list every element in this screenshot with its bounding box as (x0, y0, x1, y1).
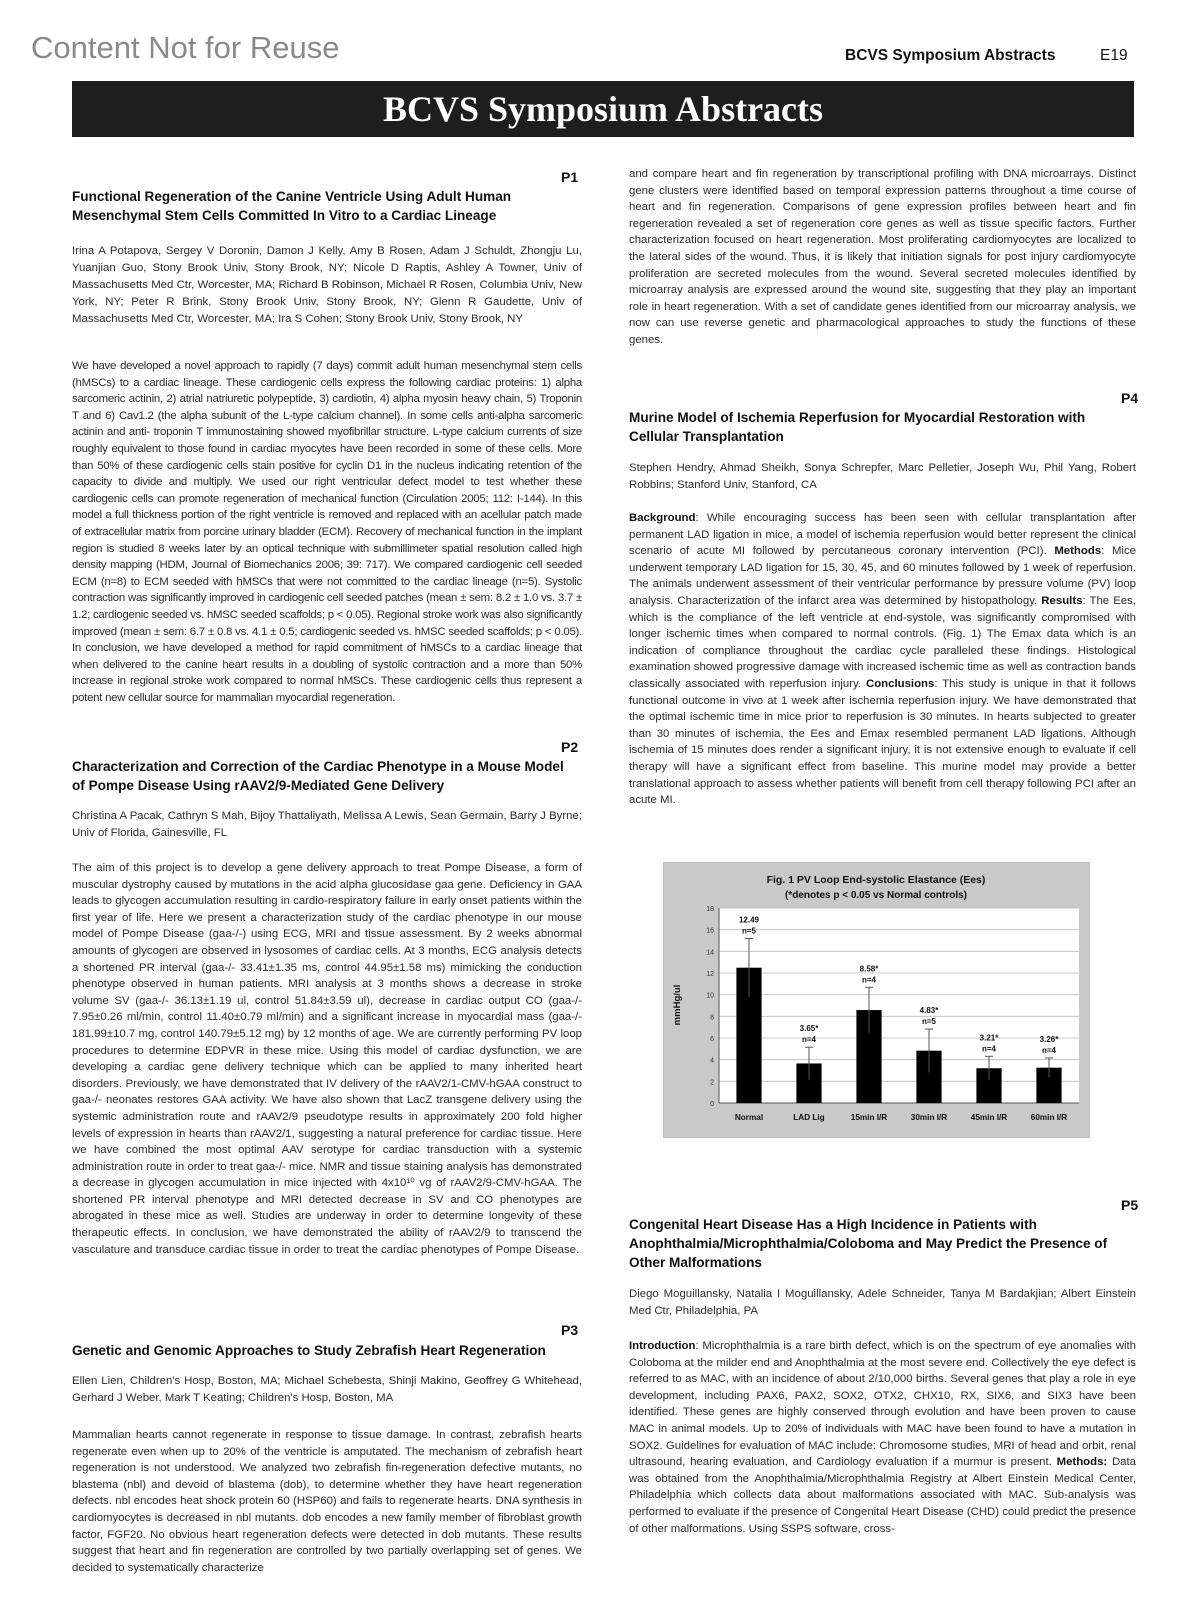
label-results: Results (1041, 594, 1083, 607)
authors-text-p2: Christina A Pacak, Cathryn S Mah, Bijoy Thattaliyath, Melissa A Lewis, Sean Germain, Barry J Byrne; Univ of Florida, Gainesville, FL (72, 810, 582, 839)
abstract-body-p4 (629, 510, 1136, 809)
authors-text-p3: Ellen Lien, Children's Hosp, Boston, MA; Michael Schebesta, Shinji Makino, Geoffrey G Whitehead, Gerhard J Weber, Mark T Keating; Children's Hosp, Boston, MA (72, 1375, 582, 1404)
abstract-body-p2 (72, 860, 582, 1258)
authors-text-p5: Diego Moguillansky, Natalia I Moguillansky, Adele Schneider, Tanya M Bardakjian; Albert Einstein Med Ctr, Philadelphia, PA (629, 1288, 1136, 1317)
figure-1-chart (663, 862, 1090, 1138)
label-background: Background (629, 512, 696, 524)
chart-x-ticks (735, 1113, 1067, 1122)
chart-title: Fig. 1 PV Loop End-systolic Elastance (Ees) (766, 874, 986, 886)
text-introduction: : Microphthalmia is a rare birth defect, which is on the spectrum of eye anomalies with Coloboma at the milder end and Anophthalmia at the most severe end. Collectively the eye defect is referred to as MAC, with an incidence of about 2/10,000 births. Several genes that play a role in eye development, including PAX6, PAX2, SOX2, OTX2, CHX10, RX, SIX6, and SIX3 have been identified. These genes are highly conserved through evolution and have been proven to cause MAC in animal models. Up to 20% of individuals with MAC have been found to have a mutation in SOX2. Guidelines for evaluation of MAC include: Chromosome studies, MRI of head and orbit, renal ultrasound, hearing evaluation, and Cardiology evaluation if a murmur is present. (629, 1340, 1136, 1469)
chart-subtitle: (*denotes p < 0.05 vs Normal controls) (785, 890, 967, 901)
page-number: E19 (1100, 47, 1128, 64)
abstract-authors-p5 (629, 1286, 1136, 1320)
text-results: : The Ees, which is the compliance of the left ventricle at end-systole, was significantly compromised with longer ischemic times when compared to normal controls. (Fig. 1) The Emax data which is an indication of compliance throughout the cardiac cycle paralleled these findings. Histological examination showed progressive damage with increased ischemic time as well as contraction bands classically associated with reperfusion injury. (629, 594, 1136, 690)
abstract-title-p4: Murine Model of Ischemia Reperfusion for Myocardial Restoration with Cellular Transplantation (629, 410, 1086, 444)
y-tick-label: 18 (706, 906, 714, 913)
running-title: BCVS Symposium Abstracts (845, 47, 1056, 64)
body-text-p4 (629, 510, 1136, 809)
abstract-body-p3 (72, 1427, 582, 1576)
label-methods: Methods (1054, 545, 1102, 558)
bar-n-label: n=4 (1041, 1045, 1057, 1055)
bar-value-label: 4.83* (919, 1006, 939, 1016)
abstract-body-p1 (72, 358, 582, 706)
bar-value-label: 12.49 (738, 915, 760, 925)
abstract-title-p5: Congenital Heart Disease Has a High Incidence in Patients with Anophthalmia/Microphthalmia/Coloboma and May Predict the Presence of Other Malformations (629, 1217, 1108, 1270)
abstract-authors-p3 (72, 1373, 582, 1407)
text-methods: : Mice underwent temporary LAD ligation for 15, 30, 45, and 60 minutes followed by 1 week of reperfusion. The animals underwent assessment of their ventricular performance by pressure volume (PV) loop analysis. Characterization of the infarct area was determined by histopathology. (629, 545, 1136, 607)
authors-text-p4: Stephen Hendry, Ahmad Sheikh, Sonya Schrepfer, Marc Pelletier, Joseph Wu, Phil Yang, Robert Robbins; Stanford Univ, Stanford, CA (629, 462, 1136, 491)
abstract-id-p1: P1 (561, 169, 579, 185)
y-tick-label: 4 (710, 1057, 714, 1065)
x-tick-label: 45min I/R (970, 1113, 1008, 1122)
bar-n-label: n=4 (981, 1044, 997, 1054)
text-conclusions: : This study is unique in that it follows functional outcome in vivo at 1 week after ischemia reperfusion injury. We have demonstrated that the optimal ischemic time in mice prior to reperfusion is 30 minutes. In hearts subjected to greater than 30 minutes of ischemia, the Ees and Emax resembled permanent LAD ligations. Although ischemia of 15 minutes does render a significant injury, it is not extensive enough to evaluate if cell therapy will have a significant effect from baseline. This murine model may provide a better translational approach to assess whether patients will benefit from cell therapy following PCI after an acute MI. (629, 677, 1136, 807)
bar-n-label: n=4 (861, 975, 877, 985)
label-introduction: Introduction (629, 1340, 696, 1352)
x-tick-label: 60min I/R (1030, 1113, 1068, 1122)
x-tick-label: 30min I/R (910, 1113, 948, 1122)
body-text-p3: Mammalian hearts cannot regenerate in response to tissue damage. In contrast, zebrafish hearts regenerate even when up to 20% of the ventricle is amputated. The mechanism of zebrafish heart regeneration is not understood. We analyzed two zebrafish fin-regeneration defective mutants, no blastema (nbl) and devoid of blastema (dob), to determine whether they have heart regeneration defects. nbl encodes heat shock protein 60 (HSP60) and fails to regenerate hearts. DNA synthesis in cardiomyocytes is decreased in nbl mutants. dob encodes a new family member of fibroblast growth factor, FGF20. No obvious heart regeneration defects were detected in dob mutants. These results suggest that heart and fin regeneration are controlled by two partially overlapping set of genes. We decided to systematically characterize (72, 1429, 582, 1574)
section-banner: BCVS Symposium Abstracts (72, 81, 1134, 137)
text-methods-p5: Data was obtained from the Anophthalmia/Microphthalmia Registry at Albert Einstein Medical Center, Philadelphia which collects data about malformations associated with MAC. Sub-analysis was performed to evaluate if the presence of Congenital Heart Disease (CHD) could predict the presence of other malformations. Using SSPS software, cross- (629, 1456, 1136, 1535)
y-tick-label: 2 (710, 1079, 714, 1087)
bar-value-label: 3.21* (979, 1033, 999, 1043)
y-tick-label: 10 (706, 992, 714, 1000)
abstract-id-p4: P4 (1121, 390, 1139, 406)
body-text-p3-continued: and compare heart and fin regeneration by transcriptional profiling with DNA microarrays. Distinct gene clusters were identified based on temporal expression patterns throughout a time course of heart and fin regeneration. Comparisons of gene expression profiles between heart and fin regeneration revealed a set of regeneration core genes as well as tissue specific factors. Further characterization focused on heart regeneration. Most proliferating cardiomyocytes are localized to the lateral sides of the wound. Thus, it is likely that initiation signals for post injury cardiomyocyte proliferation are secreted molecules from the wound. Several secreted molecules identified by microarray analysis are expressed around the wound site, suggesting that they play an important role in heart regeneration. With a set of candidate genes identified from our microarray analysis, we now can use reverse genetic and pharmacological approaches to study the functions of these genes. (629, 168, 1136, 346)
label-methods-p5: Methods: (1056, 1456, 1108, 1469)
abstract-title-p3: Genetic and Genomic Approaches to Study Zebrafish Heart Regeneration (72, 1343, 546, 1358)
abstract-title-p2: Characterization and Correction of the Cardiac Phenotype in a Mouse Model of Pompe Disease Using rAAV2/9-Mediated Gene Delivery (72, 759, 564, 793)
abstract-body-p3-continued (629, 166, 1136, 349)
abstract-authors-p4 (629, 460, 1136, 494)
abstract-id-p3: P3 (561, 1322, 579, 1338)
bar-n-label: n=5 (921, 1017, 937, 1027)
abstract-title-p1: Functional Regeneration of the Canine Ventricle Using Adult Human Mesenchymal Stem Cells Committed In Vitro to a Cardiac Lineage (72, 189, 512, 223)
y-tick-label: 16 (706, 927, 714, 935)
authors-text-p1: Irina A Potapova, Sergey V Doronin, Damon J Kelly, Amy B Rosen, Adam J Schuldt, Zhongju Lu, Yuanjian Guo, Stony Brook Univ, Stony Brook, NY; Nicole D Raptis, Ashley A Towner, Univ of Massachusetts Med Ctr, Worcester, MA; Richard B Robinson, Michael R Rosen, Columbia Univ, New York, NY; Peter R Brink, Stony Brook Univ, Stony Brook, NY; Glenn R Gaudette, Univ of Massachusetts Med Ctr, Worcester, MA; Ira S Cohen; Stony Brook Univ, Stony Brook, NY (72, 245, 582, 325)
x-tick-label: Normal (734, 1113, 764, 1122)
y-tick-label: 0 (710, 1101, 714, 1108)
bar-value-label: 3.26* (1039, 1034, 1059, 1044)
bar-n-label: n=4 (801, 1035, 817, 1045)
abstract-id-p2: P2 (561, 739, 579, 755)
bar-n-label: n=5 (741, 926, 757, 936)
y-tick-label: 12 (706, 971, 714, 978)
chart-svg (664, 863, 1089, 1137)
chart-y-ticks (706, 906, 714, 1108)
abstract-authors-p2 (72, 808, 582, 842)
y-tick-label: 6 (710, 1036, 714, 1043)
chart-y-axis-label: mmHg/ul (672, 984, 683, 1026)
label-conclusions: Conclusions (865, 677, 935, 690)
abstract-id-p5: P5 (1121, 1197, 1139, 1213)
plot-area (719, 908, 1079, 1103)
watermark: Content Not for Reuse (31, 30, 340, 65)
abstract-authors-p1 (72, 243, 582, 328)
body-text-p1: We have developed a novel approach to rapidly (7 days) commit adult human mesenchymal stem cells (hMSCs) to a cardiac lineage. These cardiogenic cells express the following cardiac proteins: 1) alpha sarcomeric actinin, 2) atrial natriuretic polypeptide, 3) cardiotin, 4) alpha myosin heavy chain, 5) Troponin T and 6) Cav1.2 (the alpha subunit of the L-type calcium channel). In some cells anti-alpha sarcomeric actinin and anti- troponin T immunostaining showed myofibrillar structure. L-type calcium currents of size roughly equivalent to those found in cardiac myocytes have been recorded in some of these cells. More than 50% of these cardiogenic cells stain positive for cyclin D1 in the nucleus indicating retention of the capacity to divide and multiply. We used our right ventricular defect model to test whether these cardiogenic cells can promote regeneration of mechanical function (Circulation 2005; 112: I-144). In this model a full thickness portion of the right ventricle is removed and replaced with an acellular patch made of extracellular matrix from porcine urinary bladder (ECM). Recovery of mechanical function in the implant region is studied 8 weeks later by an optical technique with submillimeter spatial resolution called high density mapping (HDM, Journal of Biomechanics 2006; 39: 717). We compared cardiogenic cell seeded ECM (n=8) to ECM seeded with hMSCs that were not committed to the cardiac lineage (n=5). Systolic contraction was significantly improved in cardiogenic cell seeded patches (mean ± sem: 8.2 ± 1.0 vs. 3.7 ± 1.2; cardiogenic seeded vs. hMSC seeded scaffolds; p < 0.05). Regional stroke work was also significantly improved (mean ± sem: 6.7 ± 0.8 vs. 4.1 ± 0.5; cardiogenic seeded vs. hMSC seeded scaffolds; p < 0.05). In conclusion, we have developed a method for rapid commitment of hMSCs to a cardiac lineage that when delivered to the canine heart results in a doubling of systolic contraction and a more than 50% increase in regional stroke work compared to normal hMSCs. These cardiogenic cells thus represent a potent new cellular source for mammalian myocardial regeneration. (72, 360, 582, 704)
bar-value-label: 3.65* (799, 1024, 819, 1034)
text-background: : While encouraging success has been seen with cellular transplantation after permanent LAD ligation in mice, a model of ischemia reperfusion would better represent the clinical scenario of acute MI followed by percutaneous coronary intervention (PCI). (629, 512, 1136, 558)
x-tick-label: 15min I/R (850, 1113, 888, 1122)
body-text-p5 (629, 1338, 1136, 1537)
abstract-body-p5 (629, 1338, 1136, 1537)
x-tick-label: LAD Lig (793, 1113, 825, 1122)
bar-value-label: 8.58* (859, 964, 879, 974)
y-tick-label: 14 (706, 949, 714, 957)
body-text-p2: The aim of this project is to develop a gene delivery approach to treat Pompe Disease, a form of muscular dystrophy caused by mutations in the acid alpha glucosidase gaa gene. Deficiency in GAA leads to glycogen accumulation resulting in cardio-respiratory failure in early onset patients within the first year of life. Here we present a characterization study of the cardiac phenotype in our mouse model of Pompe Disease (gaa-/-) using ECG, MRI and tissue assessment. By 2 weeks abnormal amounts of glycogen are observed in lysosomes of cardiac cells. At 3 months, ECG analysis detects a shortened PR interval (gaa-/- 33.41±1.35 ms, control 44.95±1.58 ms) mimicking the conduction phenotype observed in human patients. MRI analysis at 3 months shows a decrease in stroke volume SV (gaa-/- 36.13±1.19 ul, control 51.84±3.59 ul), decrease in cardiac output CO (gaa-/- 7.95±0.26 ml/min, control 11.40±0.79 ml/min) and a significant increase in myocardial mass (gaa-/- 181.99±10.7 mg, control 140.79±5.12 mg) by 12 months of age. We are currently performing PV loop procedures to determine EDPVR in these mice. Using this model of cardiac dysfunction, we are developing a cardiac gene delivery technique which can be applied to many inherited heart disorders. Previously, we have demonstrated that IV delivery of the rAAV2/1-CMV-hGAA construct to gaa-/- neonates restores GAA activity. We have also shown that LacZ transgene delivery using the systemic administration route and rAAV2/9 pseudotype results in approximately 200 fold higher levels of expression in hearts than rAAV2/1, suggesting a natural preference for cardiac tissue. Here we have combined the most optimal AAV serotype for cardiac transduction with a systemic administration route in order to treat gaa-/- mice. NMR and tissue staining analysis has demonstrated a decrease in glycogen accumulation in mice injected with 4x10¹⁰ vg of rAAV2/9-CMV-hGAA. The shortened PR interval phenotype and MRI detected decrease in SV and CO phenotypes are abrogated in these mice as well. Studies are underway in order to determine longevity of these therapeutic effects. In conclusion, we have demonstrated the ability of rAAV2/9 to transcend the vasculature and transduce cardiac tissue in order to treat the cardiac phenotypes of Pompe Disease. (72, 862, 582, 1256)
y-tick-label: 8 (710, 1014, 714, 1022)
